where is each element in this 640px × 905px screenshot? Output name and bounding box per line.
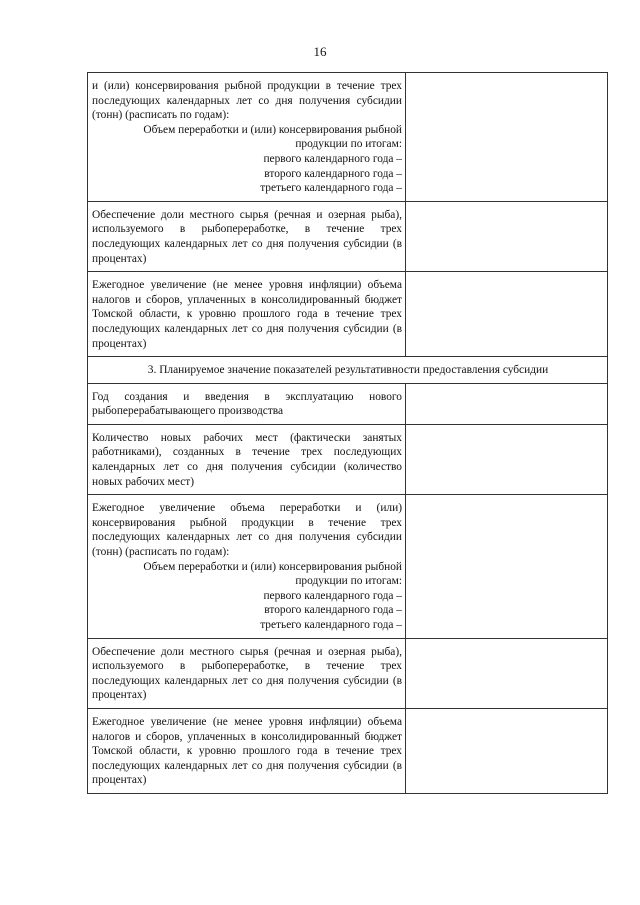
indicator-text: Количество новых рабочих мест (фактически занятых работниками), созданных в течение трех последующих календарных лет со дня получения субсидии (количество новых рабочих мест) [92,431,402,488]
indicator-subtext: второго календарного года – [264,167,402,180]
table-row [88,495,608,638]
indicator-subtext: третьего календарного года – [260,619,402,631]
indicator-subtext: Объем переработки и (или) консервирования рыбной [143,560,402,573]
indicator-subtext: продукции по итогам: [295,575,402,588]
table-row [88,708,608,793]
indicator-label [88,495,406,638]
indicator-text: Ежегодное увеличение (не менее уровня инфляции) объема налогов и сборов, уплаченных в консолидированный бюджет Томской области, к уровню прошлого года в течение трех последующих календарных лет со дня получения субсидии (в процентах) [92,279,402,350]
section-heading-row [88,357,608,384]
indicator-text: Ежегодное увеличение (не менее уровня инфляции) объема налогов и сборов, уплаченных в консолидированный бюджет Томской области, к уровню прошлого года в течение трех последующих календарных лет со дня получения субсидии (в процентах) [92,715,402,787]
table-row [88,272,608,357]
indicator-value-cell[interactable] [406,201,608,271]
indicator-value-cell[interactable] [406,424,608,494]
indicator-subtext: первого календарного года – [263,152,402,165]
indicator-label [88,73,406,202]
page-number: 16 [313,44,327,59]
indicator-text: Год создания и введения в эксплуатацию нового рыбоперерабатывающего производства [92,390,402,418]
indicator-label [88,424,406,494]
indicator-value-cell[interactable] [406,383,608,424]
indicators-table [87,72,608,794]
indicator-label [88,638,406,708]
indicator-value-cell[interactable] [406,708,608,793]
indicator-text: и (или) консервирования рыбной продукции в течение трех последующих календарных лет со дня получения субсидии (тонн) (расписать по годам): [92,80,402,122]
indicator-subtext: продукции по итогам: [295,138,402,151]
table-row [88,638,608,708]
indicator-value-cell[interactable] [406,638,608,708]
table-row [88,424,608,494]
indicator-label [88,201,406,271]
indicator-text: Ежегодное увеличение объема переработки и (или) консервирования рыбной продукции в течение трех последующих календарных лет со дня получения субсидии (тонн) (расписать по годам): [92,502,402,559]
indicator-text: Обеспечение доли местного сырья (речная и озерная рыба), используемого в рыбопереработке, в течение трех последующих календарных лет со дня получения субсидии (в процентах) [92,645,402,702]
indicator-subtext: второго календарного года – [264,604,402,617]
indicator-label [88,383,406,424]
indicator-value-cell[interactable] [406,495,608,638]
section-heading: 3. Планируемое значение показателей результативности предоставления субсидии [88,357,608,384]
indicator-label [88,708,406,793]
table-row [88,73,608,202]
indicator-label [88,272,406,357]
indicator-value-cell[interactable] [406,73,608,202]
indicator-text: Обеспечение доли местного сырья (речная и озерная рыба), используемого в рыбопереработке, в течение трех последующих календарных лет со дня получения субсидии (в процентах) [92,208,402,265]
indicator-subtext: третьего календарного года – [260,182,402,195]
indicator-subtext: Объем переработки и (или) консервирования рыбной [143,123,402,136]
table-row [88,201,608,271]
table-row [88,383,608,424]
indicator-subtext: первого календарного года – [263,589,402,602]
indicator-value-cell[interactable] [406,272,608,357]
